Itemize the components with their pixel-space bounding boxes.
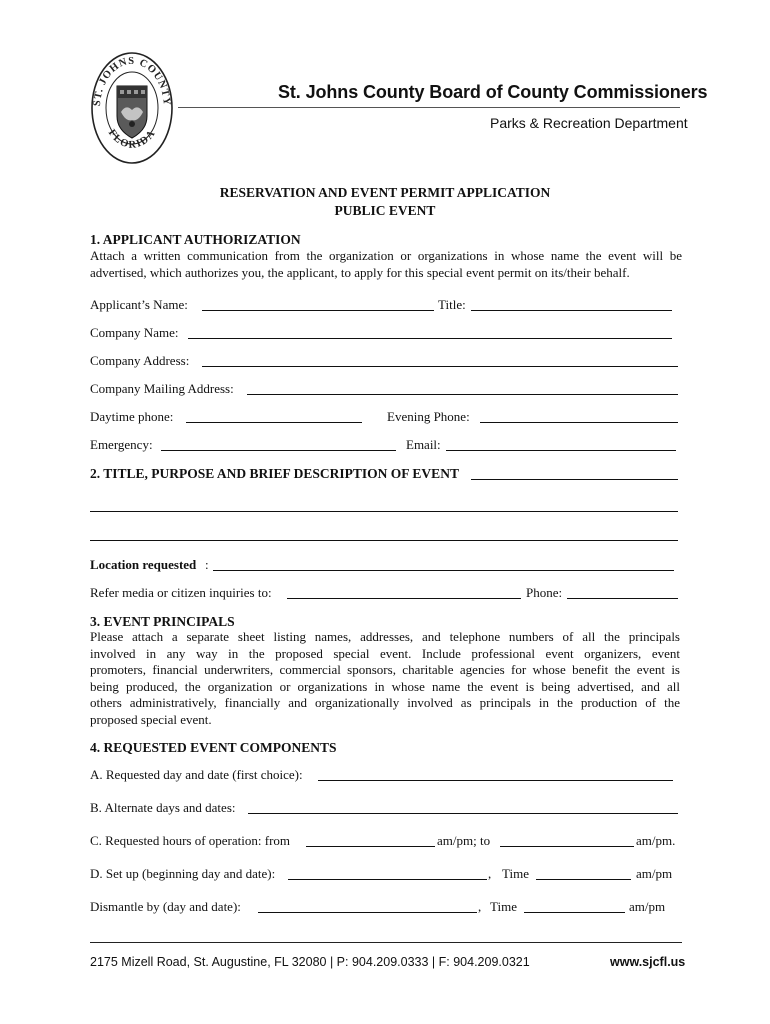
alternate-dates-label: B. Alternate days and dates: bbox=[90, 800, 236, 815]
emergency-field[interactable] bbox=[161, 450, 396, 451]
dismantle-date-label: Dismantle by (day and date): bbox=[90, 899, 241, 914]
daytime-phone-field[interactable] bbox=[186, 422, 362, 423]
header-divider bbox=[178, 107, 680, 108]
title-label: Title: bbox=[438, 297, 466, 312]
setup-date-field[interactable] bbox=[288, 879, 487, 880]
emergency-label: Emergency: bbox=[90, 437, 153, 452]
document-title: RESERVATION AND EVENT PERMIT APPLICATION bbox=[219, 185, 551, 200]
company-name-label: Company Name: bbox=[90, 325, 179, 340]
hours-mid-label: am/pm; to bbox=[437, 833, 491, 848]
company-mailing-field[interactable] bbox=[247, 394, 678, 395]
alternate-dates-field[interactable] bbox=[248, 813, 678, 814]
hours-operation-label: C. Requested hours of operation: from bbox=[90, 833, 291, 848]
footer-website-link[interactable]: www.sjcfl.us bbox=[610, 955, 686, 969]
section1-text bbox=[90, 248, 682, 281]
department-name: Parks & Recreation Department bbox=[490, 115, 688, 131]
setup-time-field[interactable] bbox=[536, 879, 631, 880]
event-description-line[interactable] bbox=[90, 511, 678, 512]
phone-label: Phone: bbox=[526, 585, 563, 600]
event-description-field[interactable] bbox=[471, 479, 678, 480]
setup-comma: , bbox=[488, 866, 492, 881]
email-label: Email: bbox=[406, 437, 441, 452]
title-field[interactable] bbox=[471, 310, 672, 311]
section1-text-line: Attach a written communication from the organization or organizations in whose name the event will be bbox=[90, 248, 682, 263]
location-label: Location requested bbox=[90, 557, 197, 572]
section3-heading: 3. EVENT PRINCIPALS bbox=[90, 614, 235, 629]
company-address-label: Company Address: bbox=[90, 353, 190, 368]
org-title: St. Johns County Board of County Commissioners bbox=[278, 82, 708, 102]
company-mailing-label: Company Mailing Address: bbox=[90, 381, 234, 396]
section3-text bbox=[90, 629, 680, 728]
first-choice-date-field[interactable] bbox=[318, 780, 673, 781]
setup-date-label: D. Set up (beginning day and date): bbox=[90, 866, 276, 881]
footer-address: 2175 Mizell Road, St. Augustine, FL 32080 | P: 904.209.0333 | F: 904.209.0321 bbox=[90, 955, 530, 969]
evening-phone-field[interactable] bbox=[480, 422, 678, 423]
seal-top-text: ST. JOHNS COUNTY bbox=[91, 55, 173, 107]
section3-text-line: involved in any way in the proposed special event. Include professional event organizers, event bbox=[90, 645, 680, 661]
event-description-line[interactable] bbox=[90, 540, 678, 541]
setup-ampm-label: am/pm bbox=[636, 866, 673, 881]
section3-text-line: promoters, financial underwriters, commercial sponsors, charitable agencies for whose benefit the event is bbox=[90, 662, 680, 677]
footer-divider bbox=[90, 942, 682, 943]
company-name-field[interactable] bbox=[188, 338, 672, 339]
setup-time-label: Time bbox=[502, 866, 529, 881]
dismantle-time-label: Time bbox=[490, 899, 517, 914]
email-field[interactable] bbox=[446, 450, 676, 451]
section4-heading: 4. REQUESTED EVENT COMPONENTS bbox=[90, 740, 337, 755]
refer-inquiries-field[interactable] bbox=[287, 598, 521, 599]
section1-heading: 1. APPLICANT AUTHORIZATION bbox=[90, 232, 301, 247]
daytime-phone-label: Daytime phone: bbox=[90, 409, 174, 424]
section1-text-line: advertised, which authorizes you, the applicant, to apply for this special event permit on its/their behalf. bbox=[90, 264, 630, 280]
dismantle-ampm-label: am/pm bbox=[629, 899, 666, 914]
section3-text-line: being produced, the organization or organizations in whose name the event is being advertised, and all bbox=[90, 678, 680, 694]
section3-text-line: proposed special event. bbox=[90, 711, 212, 727]
company-address-field[interactable] bbox=[202, 366, 678, 367]
section2-heading: 2. TITLE, PURPOSE AND BRIEF DESCRIPTION OF EVENT bbox=[90, 466, 459, 481]
dismantle-time-field[interactable] bbox=[524, 912, 625, 913]
dismantle-comma: , bbox=[478, 899, 482, 914]
applicant-name-field[interactable] bbox=[202, 310, 434, 311]
seal-bottom-text: FLORIDA bbox=[105, 127, 159, 151]
applicant-name-label: Applicant’s Name: bbox=[90, 297, 188, 312]
county-seal-logo bbox=[90, 50, 174, 166]
section3-text-line: Please attach a separate sheet listing names, addresses, and telephone numbers of all the principals bbox=[90, 629, 680, 644]
first-choice-date-label: A. Requested day and date (first choice): bbox=[90, 767, 303, 782]
hours-end-label: am/pm. bbox=[636, 833, 676, 848]
location-colon: : bbox=[205, 557, 209, 572]
evening-phone-label: Evening Phone: bbox=[387, 409, 470, 424]
refer-inquiries-label: Refer media or citizen inquiries to: bbox=[90, 585, 272, 600]
phone-field[interactable] bbox=[567, 598, 678, 599]
document-subtitle: PUBLIC EVENT bbox=[334, 203, 436, 218]
dismantle-date-field[interactable] bbox=[258, 912, 477, 913]
section3-text-line: others administratively, financially and organizationally involved as principals in the production of the bbox=[90, 695, 680, 710]
location-field[interactable] bbox=[213, 570, 674, 571]
hours-to-field[interactable] bbox=[500, 846, 634, 847]
hours-from-field[interactable] bbox=[306, 846, 435, 847]
